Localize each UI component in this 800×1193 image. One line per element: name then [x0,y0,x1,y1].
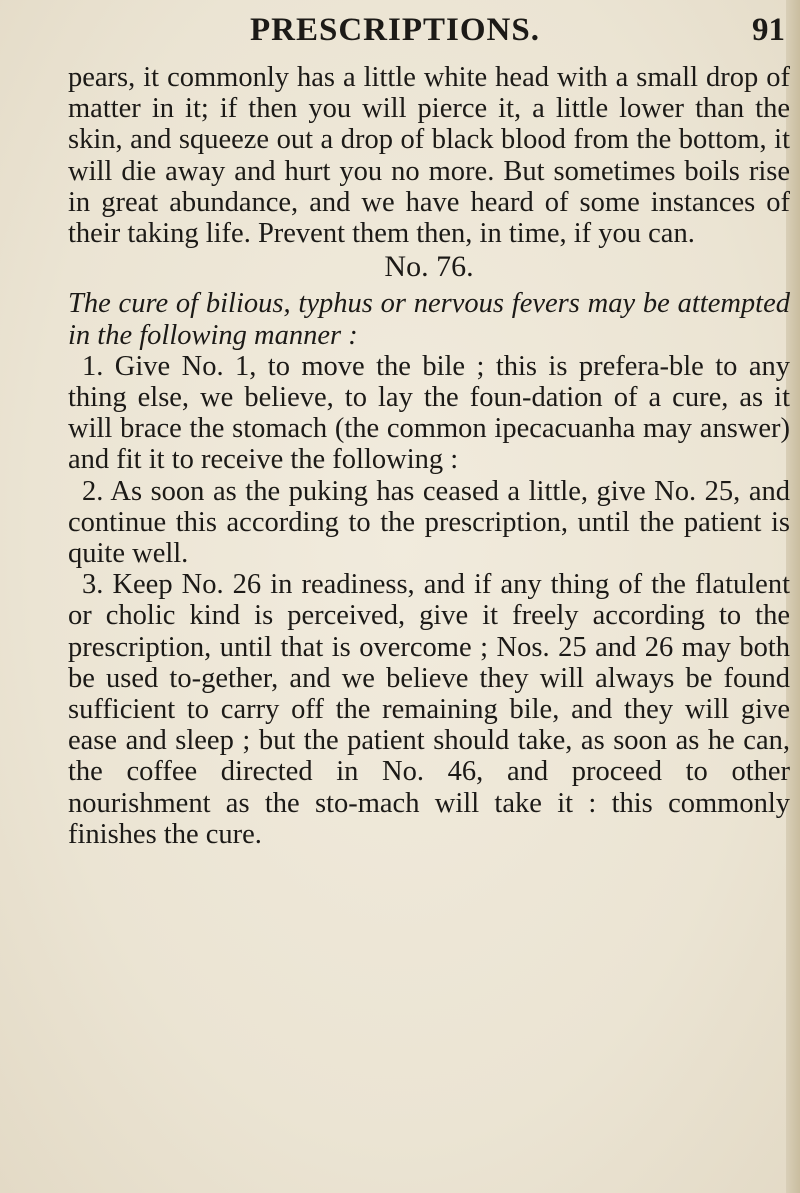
running-title: PRESCRIPTIONS. [250,12,540,48]
page-number: 91 [752,12,785,48]
page-body [68,62,790,850]
list-item: 1. Give No. 1, to move the bile ; this is prefera-ble to any thing else, we believe, to lay the foun-dation of a cure, as it will brace the stomach (the common ipecacuanha may answer) and fit it to receive the following : [68,350,790,476]
continuation-paragraph: pears, it commonly has a little white head with a small drop of matter in it; if then you will pierce it, a little lower than the skin, and squeeze out a drop of black blood from the bottom, it will die away and hurt you no more. But sometimes boils rise in great abundance, and we have heard of some instances of their taking life. Prevent them then, in time, if you can. [68,62,790,250]
page-header [70,12,785,52]
section-number: No. 76. [384,250,474,284]
list-item: 3. Keep No. 26 in readiness, and if any thing of the flatulent or cholic kind is perceived, give it freely according to the prescription, until that is overcome ; Nos. 25 and 26 may both be used to-gether, and we believe they will always be found sufficient to carry off the remaining bile, and they will give ease and sleep ; but the patient should take, as soon as he can, the coffee directed in No. 46, and proceed to other nourishment as the sto-mach will take it : this commonly finishes the cure. [68,569,790,850]
list-item: 2. As soon as the puking has ceased a little, give No. 25, and continue this according to the prescription, until the patient is quite well. [68,475,790,570]
section-title: The cure of bilious, typhus or nervous fevers may be attempted in the following manner : [68,288,790,351]
